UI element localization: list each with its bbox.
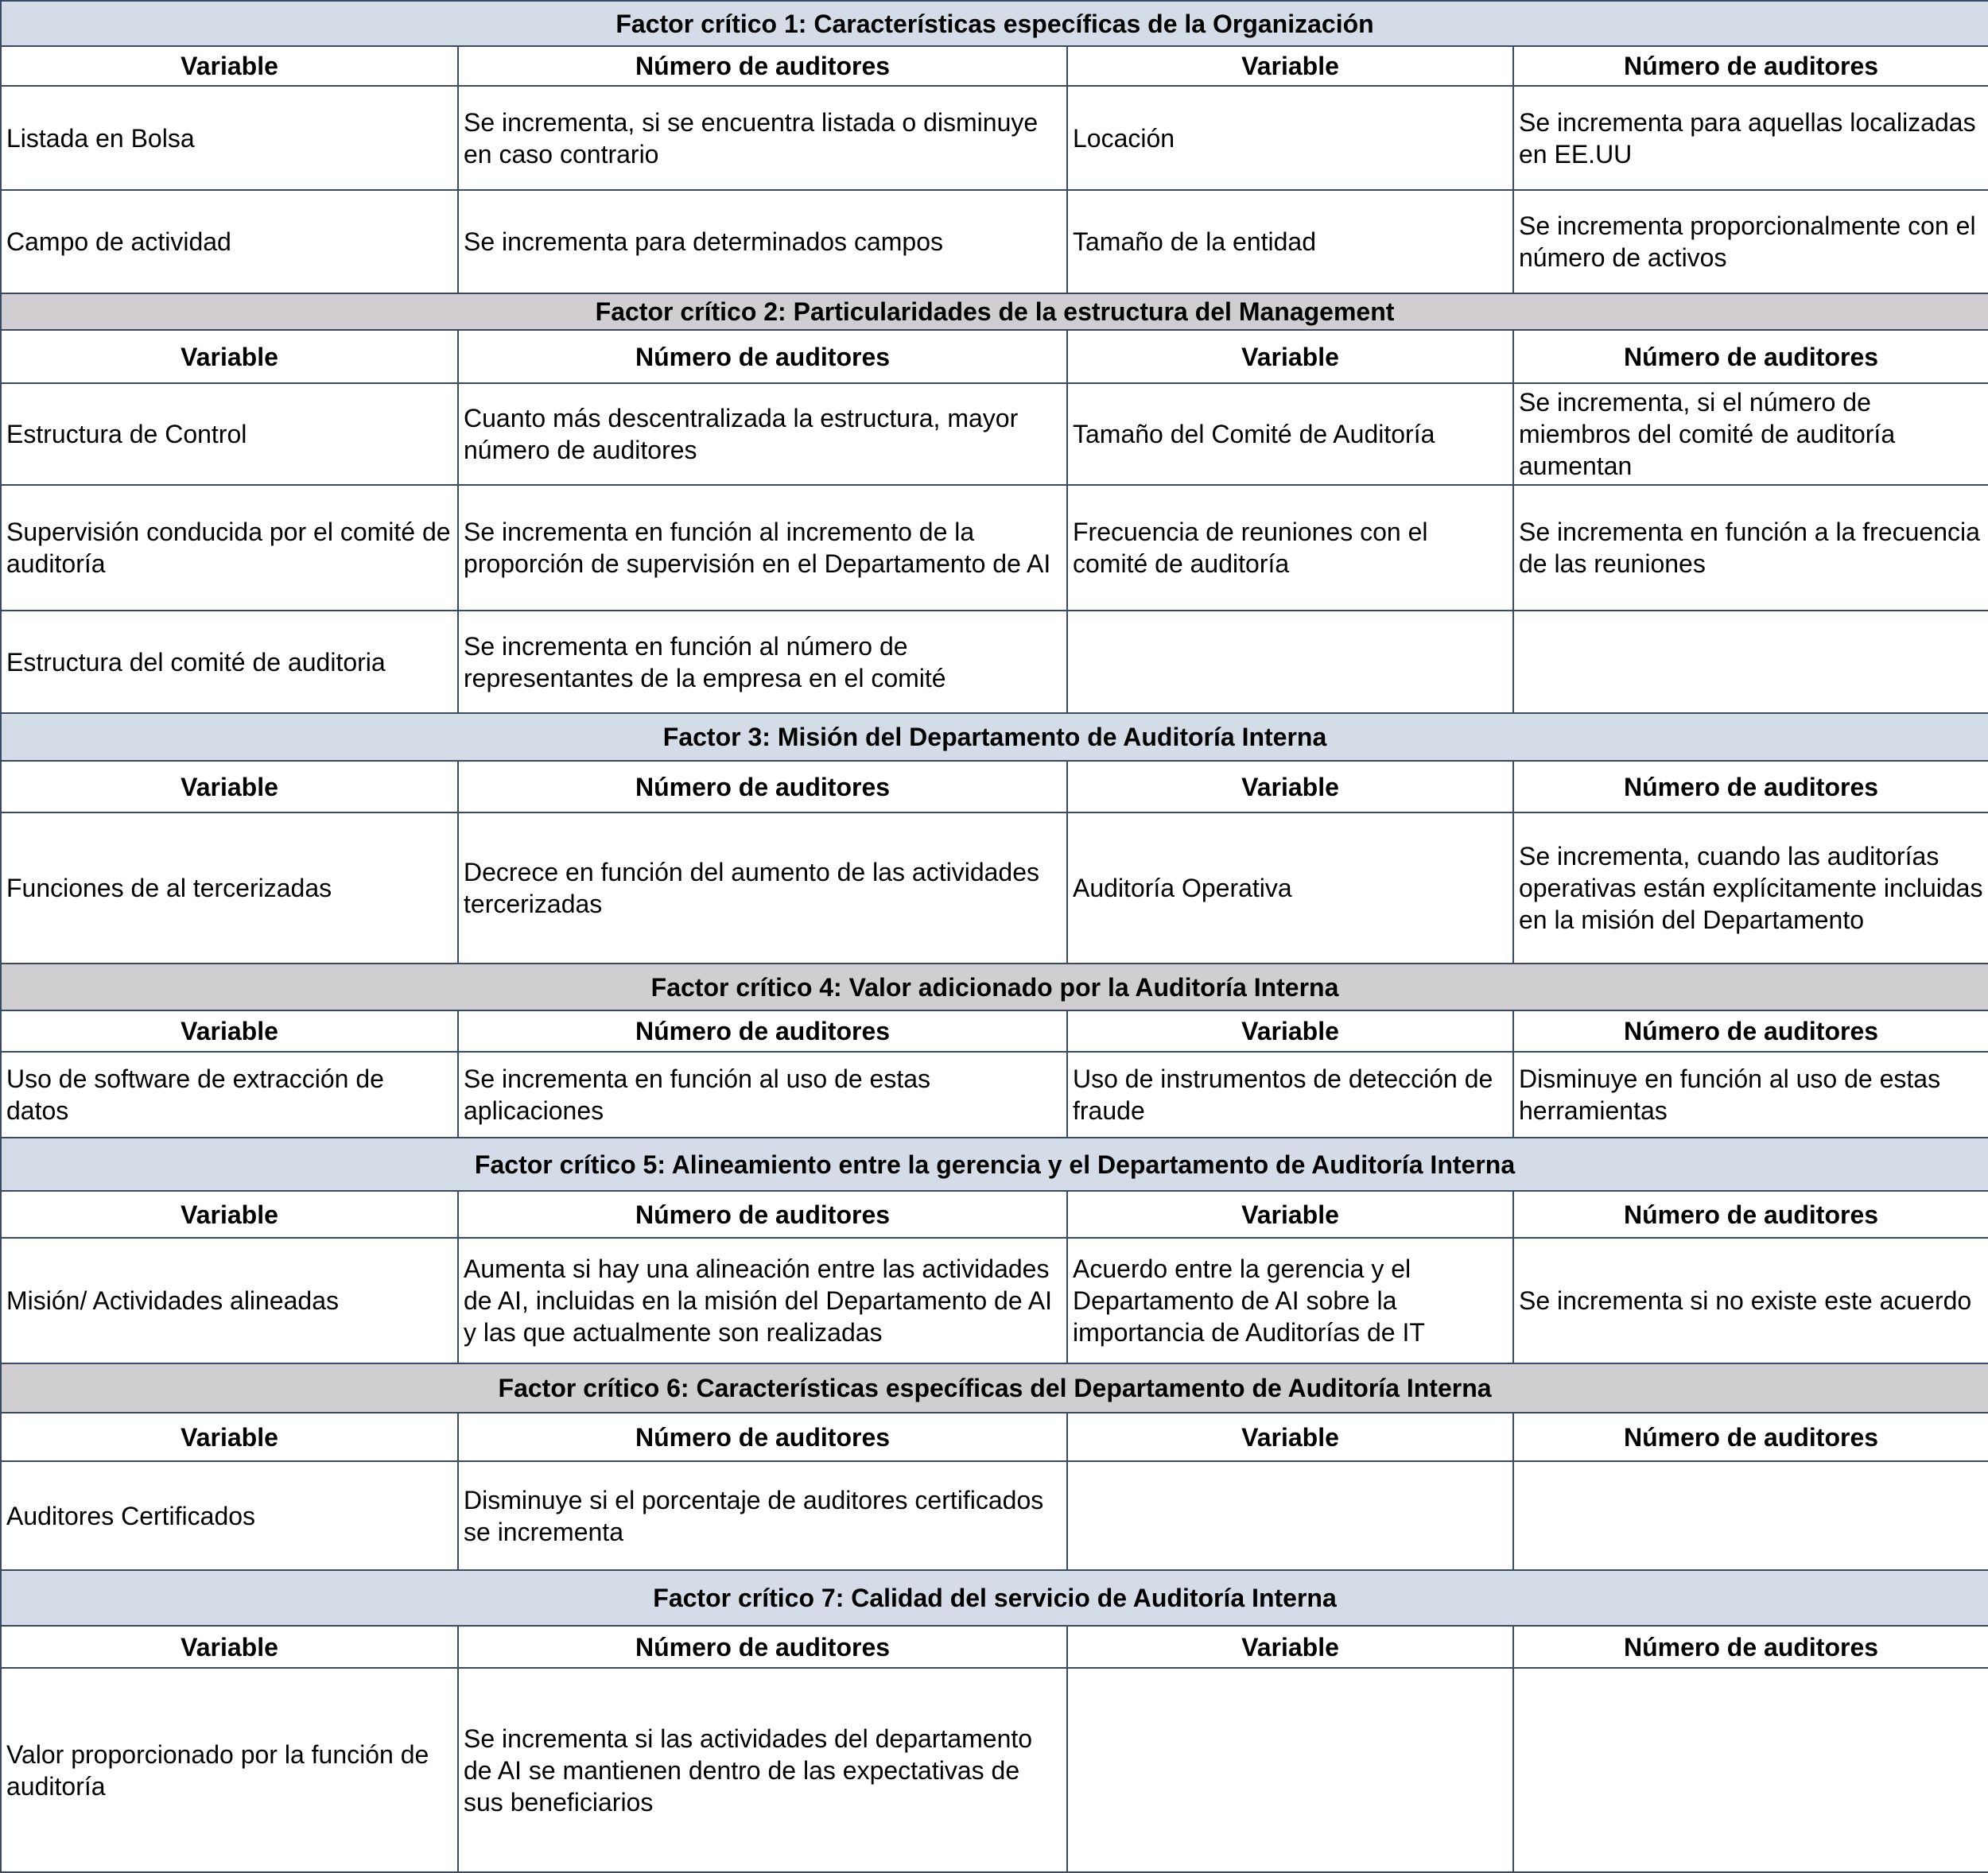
variable-cell: Tamaño del Comité de Auditoría — [1067, 383, 1513, 485]
auditors-header: Número de auditores — [1513, 1413, 1988, 1461]
variable-cell: Uso de instrumentos de detección de fraude — [1067, 1052, 1513, 1138]
variable-cell: Supervisión conducida por el comité de auditoría — [1, 485, 458, 611]
auditors-header: Número de auditores — [458, 1010, 1067, 1052]
variable-header: Variable — [1, 46, 458, 86]
variable-cell: Locación — [1067, 86, 1513, 190]
auditors-cell: Se incrementa en función al número de representantes de la empresa en el comité — [458, 611, 1067, 713]
column-header-row — [1, 46, 1988, 86]
variable-header: Variable — [1067, 46, 1513, 86]
auditors-cell: Disminuye en función al uso de estas herramientas — [1513, 1052, 1988, 1138]
auditors-cell — [1513, 1461, 1988, 1570]
factor-title-row — [1, 293, 1988, 330]
auditors-header: Número de auditores — [1513, 330, 1988, 383]
factor-title: Factor 3: Misión del Departamento de Auditoría Interna — [1, 713, 1988, 761]
variable-header: Variable — [1, 330, 458, 383]
factor-title-row — [1, 1138, 1988, 1191]
variable-cell: Uso de software de extracción de datos — [1, 1052, 458, 1138]
table-row — [1, 611, 1988, 713]
variable-header: Variable — [1067, 1191, 1513, 1238]
auditors-header: Número de auditores — [1513, 1010, 1988, 1052]
auditors-cell: Se incrementa en función al incremento de la proporción de supervisión en el Departamento de AI — [458, 485, 1067, 611]
auditors-header: Número de auditores — [1513, 1626, 1988, 1668]
auditors-header: Número de auditores — [458, 1626, 1067, 1668]
table-row — [1, 1052, 1988, 1138]
variable-cell: Valor proporcionado por la función de auditoría — [1, 1668, 458, 1872]
variable-cell: Auditores Certificados — [1, 1461, 458, 1570]
variable-cell — [1067, 611, 1513, 713]
column-header-row — [1, 330, 1988, 383]
variable-cell: Estructura de Control — [1, 383, 458, 485]
variable-cell: Acuerdo entre la gerencia y el Departamento de AI sobre la importancia de Auditorías de IT — [1067, 1238, 1513, 1363]
factor-title: Factor crítico 7: Calidad del servicio de Auditoría Interna — [1, 1570, 1988, 1626]
table-row — [1, 1238, 1988, 1363]
table-row — [1, 1461, 1988, 1570]
auditors-header: Número de auditores — [458, 1191, 1067, 1238]
variable-header: Variable — [1, 1191, 458, 1238]
variable-cell: Tamaño de la entidad — [1067, 190, 1513, 293]
variable-header: Variable — [1067, 1626, 1513, 1668]
variable-cell: Listada en Bolsa — [1, 86, 458, 190]
variable-header: Variable — [1067, 330, 1513, 383]
auditors-cell — [1513, 611, 1988, 713]
factor-title-row — [1, 1570, 1988, 1626]
auditors-cell: Aumenta si hay una alineación entre las actividades de AI, incluidas en la misión del Departamento de AI y las que actualmente son realizadas — [458, 1238, 1067, 1363]
auditors-cell — [1513, 1668, 1988, 1872]
column-header-row — [1, 1010, 1988, 1052]
factor-title: Factor crítico 1: Características específicas de la Organización — [1, 1, 1988, 46]
auditors-header: Número de auditores — [458, 330, 1067, 383]
factor-title-row — [1, 1, 1988, 46]
variable-cell: Funciones de al tercerizadas — [1, 812, 458, 964]
auditors-header: Número de auditores — [1513, 1191, 1988, 1238]
variable-cell — [1067, 1668, 1513, 1872]
column-header-row — [1, 761, 1988, 812]
auditors-cell: Se incrementa en función a la frecuencia de las reuniones — [1513, 485, 1988, 611]
auditors-cell: Disminuye si el porcentaje de auditores certificados se incrementa — [458, 1461, 1067, 1570]
factor-title: Factor crítico 5: Alineamiento entre la gerencia y el Departamento de Auditoría Interna — [1, 1138, 1988, 1191]
column-header-row — [1, 1191, 1988, 1238]
factor-title-row — [1, 713, 1988, 761]
variable-header: Variable — [1067, 1413, 1513, 1461]
variable-header: Variable — [1067, 1010, 1513, 1052]
factor-title-row — [1, 964, 1988, 1010]
auditors-cell: Cuanto más descentralizada la estructura, mayor número de auditores — [458, 383, 1067, 485]
factor-title: Factor crítico 6: Características específicas del Departamento de Auditoría Interna — [1, 1363, 1988, 1413]
auditors-cell: Se incrementa para determinados campos — [458, 190, 1067, 293]
auditors-cell: Se incrementa para aquellas localizadas en EE.UU — [1513, 86, 1988, 190]
auditors-cell: Se incrementa, cuando las auditorías operativas están explícitamente incluidas en la misión del Departamento — [1513, 812, 1988, 964]
variable-cell: Misión/ Actividades alineadas — [1, 1238, 458, 1363]
column-header-row — [1, 1413, 1988, 1461]
auditors-cell: Se incrementa si las actividades del departamento de AI se mantienen dentro de las expectativas de sus beneficiarios — [458, 1668, 1067, 1872]
auditors-cell: Se incrementa en función al uso de estas aplicaciones — [458, 1052, 1067, 1138]
table-row — [1, 190, 1988, 293]
auditors-header: Número de auditores — [458, 761, 1067, 812]
auditors-header: Número de auditores — [458, 46, 1067, 86]
factor-title: Factor crítico 4: Valor adicionado por la Auditoría Interna — [1, 964, 1988, 1010]
auditors-cell: Se incrementa proporcionalmente con el número de activos — [1513, 190, 1988, 293]
auditors-cell: Se incrementa, si se encuentra listada o disminuye en caso contrario — [458, 86, 1067, 190]
column-header-row — [1, 1626, 1988, 1668]
variable-header: Variable — [1, 761, 458, 812]
auditors-cell: Se incrementa, si el número de miembros del comité de auditoría aumentan — [1513, 383, 1988, 485]
table-row — [1, 383, 1988, 485]
table-row — [1, 86, 1988, 190]
variable-cell: Campo de actividad — [1, 190, 458, 293]
auditors-cell: Decrece en función del aumento de las actividades tercerizadas — [458, 812, 1067, 964]
variable-cell: Auditoría Operativa — [1067, 812, 1513, 964]
variable-header: Variable — [1067, 761, 1513, 812]
variable-cell — [1067, 1461, 1513, 1570]
auditors-cell: Se incrementa si no existe este acuerdo — [1513, 1238, 1988, 1363]
factor-title-row — [1, 1363, 1988, 1413]
table-row — [1, 812, 1988, 964]
variable-header: Variable — [1, 1626, 458, 1668]
variable-header: Variable — [1, 1010, 458, 1052]
auditors-header: Número de auditores — [1513, 761, 1988, 812]
variable-header: Variable — [1, 1413, 458, 1461]
table-row — [1, 1668, 1988, 1872]
variable-cell: Frecuencia de reuniones con el comité de auditoría — [1067, 485, 1513, 611]
factor-title: Factor crítico 2: Particularidades de la estructura del Management — [1, 293, 1988, 330]
variable-cell: Estructura del comité de auditoria — [1, 611, 458, 713]
auditors-header: Número de auditores — [1513, 46, 1988, 86]
auditors-header: Número de auditores — [458, 1413, 1067, 1461]
table-row — [1, 485, 1988, 611]
